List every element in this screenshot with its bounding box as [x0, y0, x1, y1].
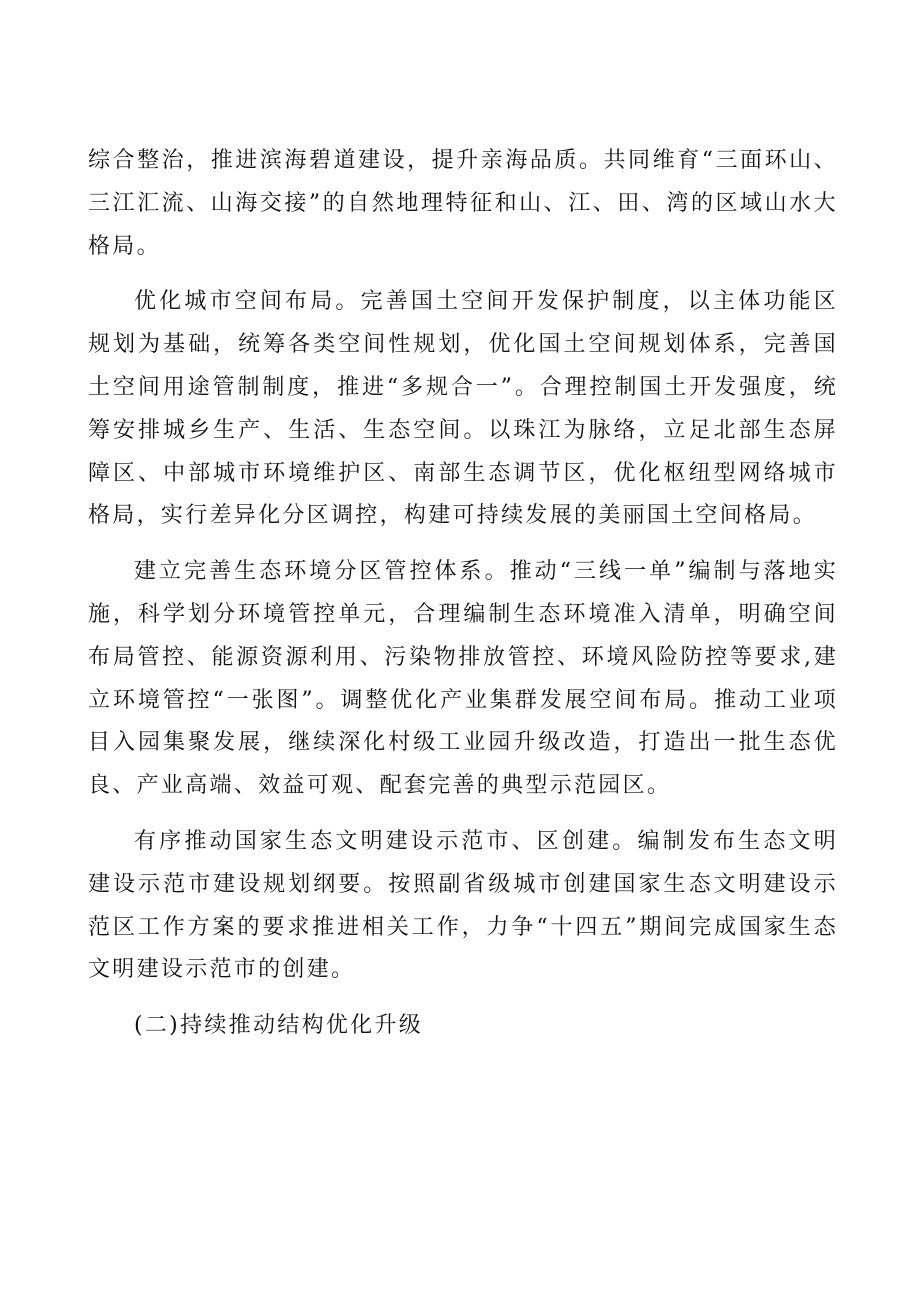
paragraph-demonstration-city: 有序推动国家生态文明建设示范市、区创建。编制发布生态文明建设示范市建设规划纲要。按照副省级城市创建国家生态文明建设示范区工作方案的要求推进相关工作，力争“十四五”期间完成国家生态文明建设示范市的创建。	[88, 828, 838, 983]
document-body	[88, 140, 838, 1048]
paragraph-zoning-control: 建立完善生态环境分区管控体系。推动“三线一单”编制与落地实施，科学划分环境管控单元，合理编制生态环境准入清单，明确空间布局管控、能源资源利用、污染物排放管控、环境风险防控等要求,建立环境管控“一张图”。调整优化产业集群发展空间布局。推动工业项目入园集聚发展，继续深化村级工业园升级改造，打造出一批生态优良、产业高端、效益可观、配套完善的典型示范园区。	[88, 559, 838, 799]
section-heading: (二)持续推动结构优化升级	[134, 1013, 424, 1039]
paragraph-spatial-layout: 优化城市空间布局。完善国土空间开发保护制度，以主体功能区规划为基础，统筹各类空间性规划，优化国土空间规划体系，完善国土空间用途管制制度，推进“多规合一”。合理控制国土开发强度，统筹安排城乡生产、生活、生态空间。以珠江为脉络，立足北部生态屏障区、中部城市环境维护区、南部生态调节区，优化枢纽型网络城市格局，实行差异化分区调控，构建可持续发展的美丽国土空间格局。	[88, 289, 838, 529]
paragraph-continuation: 综合整治，推进滨海碧道建设，提升亲海品质。共同维育“三面环山、三江汇流、山海交接”的自然地理特征和山、江、田、湾的区域山水大格局。	[88, 148, 838, 259]
